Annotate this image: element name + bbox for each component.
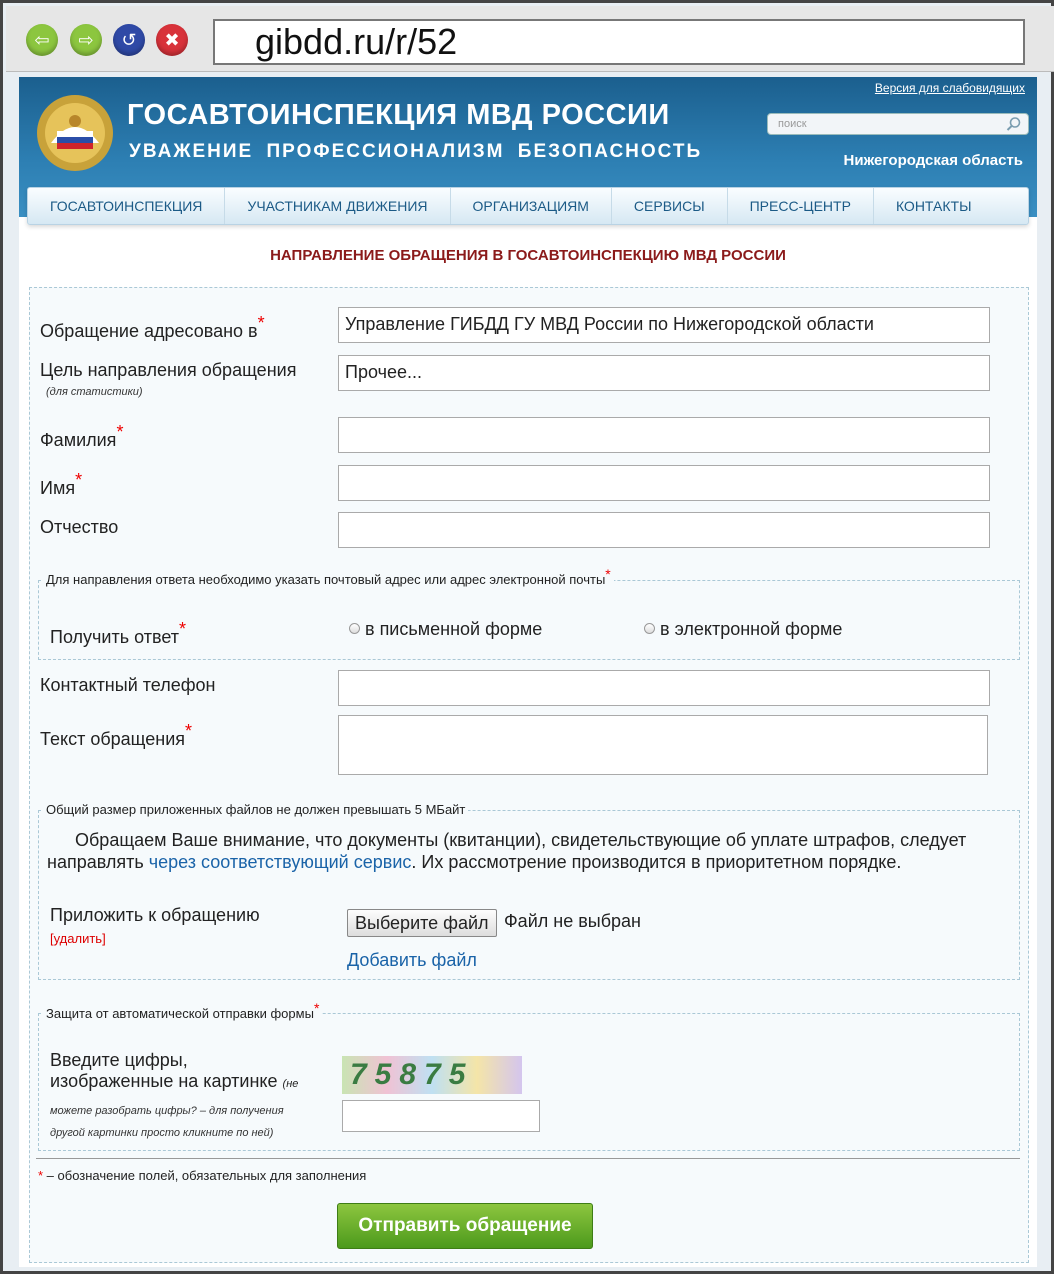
menu-item-press[interactable]: ПРЕСС-ЦЕНТР (728, 188, 874, 224)
accessibility-link[interactable]: Версия для слабовидящих (874, 81, 1025, 95)
required-note: * – обозначение полей, обязательных для заполнения (38, 1168, 367, 1183)
purpose-label: Цель направления обращения (40, 360, 297, 380)
addressed-label: Обращение адресовано в* (40, 313, 265, 341)
choose-file-button[interactable]: Выберите файл (347, 909, 497, 937)
surname-label: Фамилия* (40, 422, 124, 450)
menu-item-organizations[interactable]: ОРГАНИЗАЦИЯМ (451, 188, 612, 224)
no-file-text: Файл не выбран (504, 911, 641, 931)
captcha-legend: Защита от автоматической отправки формы* (43, 1005, 322, 1021)
page-title: НАПРАВЛЕНИЕ ОБРАЩЕНИЯ В ГОСАВТОИНСПЕКЦИЮ МВД РОССИИ (270, 247, 786, 264)
menu-item-participants[interactable]: УЧАСТНИКАМ ДВИЖЕНИЯ (225, 188, 450, 224)
purpose-select[interactable]: Прочее... (338, 355, 990, 391)
service-link[interactable]: через соответствующий сервис (148, 852, 412, 872)
captcha-label: Введите цифры, изображенные на картинке (не (50, 1050, 299, 1091)
reply-option-paper[interactable]: в письменной форме (349, 619, 542, 640)
site-title: ГОСАВТОИНСПЕКЦИЯ МВД РОССИИ (127, 99, 670, 131)
addressed-field[interactable]: Управление ГИБДД ГУ МВД России по Нижегородской области (338, 307, 990, 343)
surname-field[interactable] (338, 417, 990, 453)
captcha-image[interactable]: 75875 (342, 1056, 522, 1094)
phone-field[interactable] (338, 670, 990, 706)
menu-item-contacts[interactable]: КОНТАКТЫ (895, 198, 972, 214)
search-placeholder: поиск (778, 118, 807, 130)
site-page (19, 77, 1037, 1267)
main-menu (27, 187, 1029, 225)
menu-item-services[interactable]: СЕРВИСЫ (612, 188, 728, 224)
menu-item-gai[interactable]: ГОСАВТОИНСПЕКЦИЯ (28, 188, 225, 224)
captcha-field[interactable] (342, 1100, 540, 1132)
reload-icon[interactable]: ↺ (113, 24, 145, 56)
region-name: Нижегородская область (843, 152, 1023, 169)
reply-fieldset (38, 566, 1020, 660)
search-icon[interactable] (1006, 116, 1022, 132)
text-label: Текст обращения* (40, 721, 193, 749)
phone-label: Контактный телефон (40, 675, 216, 695)
radio-email[interactable] (644, 623, 655, 634)
captcha-fieldset (38, 1000, 1020, 1151)
name-field[interactable] (338, 465, 990, 501)
divider (36, 1158, 1020, 1159)
text-area[interactable] (338, 715, 988, 775)
reply-legend: Для направления ответа необходимо указать почтовый адрес или адрес электронной почты* (43, 571, 614, 587)
address-bar[interactable]: gibdd.ru/r/52 (213, 19, 1025, 65)
files-legend: Общий размер приложенных файлов не должен превышать 5 МБайт (43, 802, 468, 817)
captcha-hint: можете разобрать цифры? – для получения другой картинки просто кликните по ней) (50, 1105, 284, 1139)
appeal-form (29, 287, 1029, 1263)
attach-label: Приложить к обращению (50, 905, 260, 925)
stop-icon[interactable]: ✖ (156, 24, 188, 56)
files-fieldset (38, 802, 1020, 980)
browser-toolbar (6, 6, 1054, 72)
site-slogan: УВАЖЕНИЕ ПРОФЕССИОНАЛИЗМ БЕЗОПАСНОСТЬ (129, 141, 703, 162)
patronymic-field[interactable] (338, 512, 990, 548)
add-file-link[interactable]: Добавить файл (347, 950, 477, 970)
radio-paper[interactable] (349, 623, 360, 634)
back-icon[interactable]: ⇦ (26, 24, 58, 56)
emblem-icon (31, 91, 119, 175)
name-label: Имя* (40, 470, 83, 498)
delete-link[interactable]: [удалить] (50, 931, 106, 946)
reply-label: Получить ответ* (50, 619, 187, 647)
purpose-note: (для статистики) (46, 386, 143, 398)
files-note: Обращаем Ваше внимание, что документы (квитанции), свидетельствующие об уплате штрафов, следует направлять через соответствующий сервис. Их рассмотрение производится в приоритетном порядке. (47, 830, 967, 872)
reply-option-email[interactable]: в электронной форме (644, 619, 842, 640)
submit-button[interactable]: Отправить обращение (337, 1203, 593, 1249)
forward-icon[interactable]: ⇨ (70, 24, 102, 56)
search-input[interactable] (767, 113, 1029, 135)
patronymic-label: Отчество (40, 517, 119, 537)
